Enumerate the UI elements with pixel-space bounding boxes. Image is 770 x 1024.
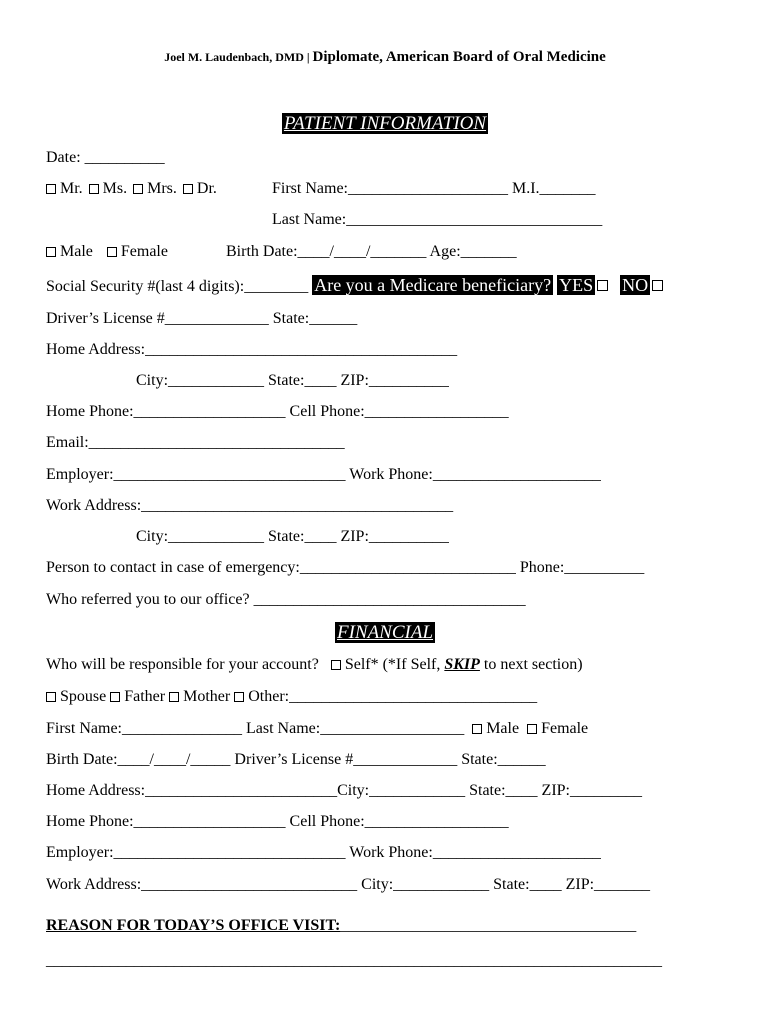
skip-emphasis: SKIP xyxy=(444,656,480,673)
father-label: Father xyxy=(124,688,166,705)
title-options xyxy=(46,179,217,199)
referral-field[interactable]: Who referred you to our office? __________________________________ xyxy=(46,591,526,608)
emergency-contact-field[interactable]: Person to contact in case of emergency:___________________________ Phone:__________ xyxy=(46,559,645,576)
financial-heading xyxy=(0,622,770,644)
responsible-name-row xyxy=(46,719,588,739)
male-checkbox[interactable] xyxy=(46,247,56,257)
reason-line-2[interactable]: _____________________________________________________________________________ xyxy=(46,952,662,969)
mother-label: Mother xyxy=(183,688,231,705)
responsible-phone-fields[interactable]: Home Phone:___________________ Cell Phone:__________________ xyxy=(46,813,509,830)
reason-label: REASON FOR TODAY’S OFFICE VISIT: xyxy=(46,917,341,934)
email-field[interactable]: Email:________________________________ xyxy=(46,434,345,451)
responsible-name-fields[interactable]: First Name:_______________ Last Name:__________________ xyxy=(46,720,469,737)
doctor-name: Joel M. Laudenbach, DMD | xyxy=(164,50,313,64)
employer-field[interactable]: Employer:_____________________________ Work Phone:_____________________ xyxy=(46,466,601,483)
phone-fields[interactable]: Home Phone:___________________ Cell Phone:__________________ xyxy=(46,403,509,420)
male-label: Male xyxy=(60,243,93,260)
mrs-label: Mrs. xyxy=(147,180,177,197)
other-field[interactable]: Other:_______________________________ xyxy=(248,688,538,705)
gender-options xyxy=(46,242,168,262)
work-address-field[interactable]: Work Address:_______________________________________ xyxy=(46,497,454,514)
medicare-no-checkbox[interactable] xyxy=(652,280,663,291)
patient-info-heading xyxy=(0,113,770,135)
responsible-work-address-field[interactable]: Work Address:___________________________ City:____________ State:____ ZIP:_______ xyxy=(46,876,651,893)
mother-checkbox[interactable] xyxy=(169,692,179,702)
self-label: Self* (*If Self, xyxy=(344,656,445,673)
financial-title: FINANCIAL xyxy=(336,622,434,643)
license-field[interactable]: Driver’s License #_____________ State:______ xyxy=(46,310,358,327)
ms-checkbox[interactable] xyxy=(89,184,99,194)
responsible-female-checkbox[interactable] xyxy=(527,724,537,734)
relationship-options xyxy=(46,687,537,707)
spouse-checkbox[interactable] xyxy=(46,692,56,702)
responsible-question: Who will be responsible for your account? xyxy=(46,656,323,673)
date-field[interactable]: Date: __________ xyxy=(46,149,165,166)
dr-label: Dr. xyxy=(196,180,217,197)
responsible-male-checkbox[interactable] xyxy=(472,724,482,734)
mrs-checkbox[interactable] xyxy=(133,184,143,194)
responsible-male-label: Male xyxy=(486,720,520,737)
ssn-medicare-row xyxy=(46,275,663,297)
medicare-question: Are you a Medicare beneficiary? xyxy=(314,275,552,295)
letterhead xyxy=(0,48,770,66)
other-checkbox[interactable] xyxy=(234,692,244,702)
last-name-field[interactable]: Last Name:________________________________ xyxy=(272,211,603,228)
spouse-label: Spouse xyxy=(60,688,107,705)
responsible-birth-license-field[interactable]: Birth Date:____/____/_____ Driver’s License #_____________ State:______ xyxy=(46,751,546,768)
responsible-female-label: Female xyxy=(541,720,589,737)
father-checkbox[interactable] xyxy=(110,692,120,702)
ssn-field[interactable]: Social Security #(last 4 digits):________ xyxy=(46,278,313,295)
responsible-row xyxy=(46,655,583,675)
responsible-employer-field[interactable]: Employer:_____________________________ Work Phone:_____________________ xyxy=(46,844,601,861)
medicare-yes-label: YES xyxy=(559,275,594,295)
home-address-field[interactable]: Home Address:_______________________________________ xyxy=(46,341,458,358)
birth-date-age-field[interactable]: Birth Date:____/____/_______ Age:_______ xyxy=(226,243,517,260)
mr-label: Mr. xyxy=(60,180,83,197)
doctor-credential: Diplomate, American Board of Oral Medicine xyxy=(312,49,606,65)
home-city-state-zip-field[interactable]: City:____________ State:____ ZIP:__________ xyxy=(136,372,449,389)
ms-label: Ms. xyxy=(102,180,128,197)
medicare-yes-checkbox[interactable] xyxy=(597,280,608,291)
female-checkbox[interactable] xyxy=(107,247,117,257)
female-label: Female xyxy=(120,243,168,260)
self-checkbox[interactable] xyxy=(331,660,341,670)
dr-checkbox[interactable] xyxy=(183,184,193,194)
medicare-no-label: NO xyxy=(622,275,649,295)
reason-line-1[interactable]: _____________________________________ xyxy=(340,917,637,934)
work-city-state-zip-field[interactable]: City:____________ State:____ ZIP:__________ xyxy=(136,528,449,545)
first-name-field[interactable]: First Name:____________________ M.I._______ xyxy=(272,180,596,197)
reason-row xyxy=(46,916,636,936)
mr-checkbox[interactable] xyxy=(46,184,56,194)
responsible-home-address-field[interactable]: Home Address:________________________City:____________ State:____ ZIP:_________ xyxy=(46,782,642,799)
next-section-text: to next section) xyxy=(479,656,583,673)
patient-info-title: PATIENT INFORMATION xyxy=(283,113,487,134)
